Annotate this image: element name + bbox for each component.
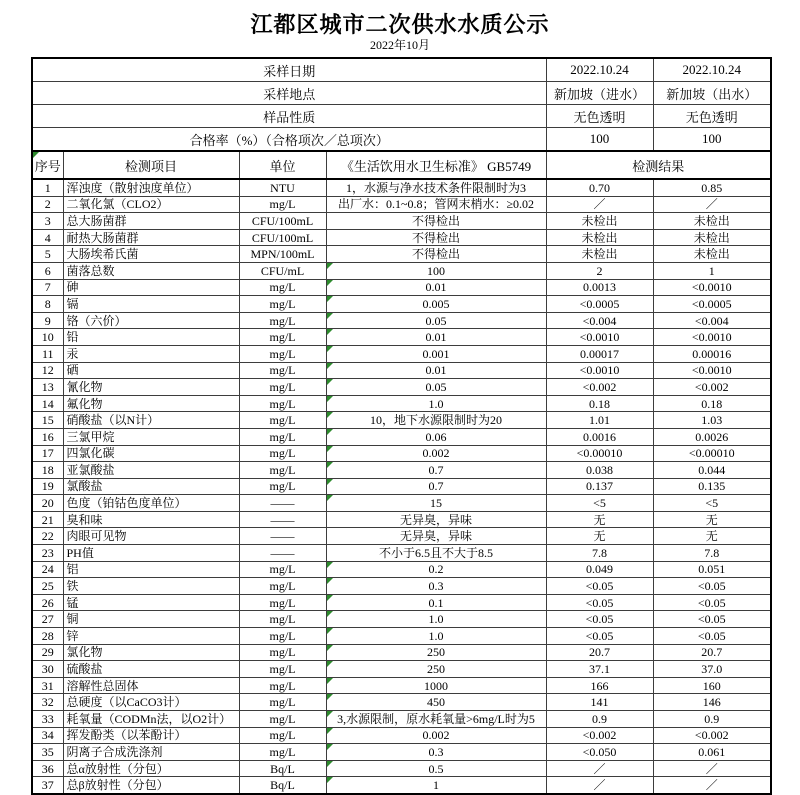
cell-no: 14 xyxy=(32,395,63,412)
cell-no: 24 xyxy=(32,561,63,578)
cell-no: 4 xyxy=(32,229,63,246)
cell-no: 16 xyxy=(32,428,63,445)
cell-no: 5 xyxy=(32,246,63,263)
cell-standard: 250 xyxy=(326,644,546,661)
cell-unit: mg/L xyxy=(239,711,326,728)
table-row xyxy=(32,262,771,279)
cell-unit: mg/L xyxy=(239,412,326,429)
cell-unit: mg/L xyxy=(239,578,326,595)
cell-standard: 1.0 xyxy=(326,628,546,645)
cell-no: 15 xyxy=(32,412,63,429)
cell-standard: 0.3 xyxy=(326,578,546,595)
cell-unit: mg/L xyxy=(239,362,326,379)
cell-standard: 不得检出 xyxy=(326,213,546,230)
cell-unit: mg/L xyxy=(239,428,326,445)
table-row xyxy=(32,760,771,777)
cell-unit: MPN/100mL xyxy=(239,246,326,263)
cell-item: 二氧化氯（CLO2） xyxy=(63,196,239,213)
cell-standard: 0.1 xyxy=(326,594,546,611)
table-row xyxy=(32,279,771,296)
cell-item: 镉 xyxy=(63,296,239,313)
cell-standard: 15 xyxy=(326,495,546,512)
cell-standard: 0.06 xyxy=(326,428,546,445)
cell-unit: mg/L xyxy=(239,296,326,313)
sampling-date-outlet: 2022.10.24 xyxy=(653,58,771,82)
sampling-date-inlet: 2022.10.24 xyxy=(546,58,653,82)
cell-item: 浑浊度（散射浊度单位） xyxy=(63,179,239,196)
cell-item: 铅 xyxy=(63,329,239,346)
cell-result-in: 未检出 xyxy=(546,246,653,263)
cell-item: PH值 xyxy=(63,545,239,562)
cell-unit: mg/L xyxy=(239,462,326,479)
cell-result-out: <0.0005 xyxy=(653,296,771,313)
table-row xyxy=(32,777,771,794)
cell-standard: 0.005 xyxy=(326,296,546,313)
cell-unit: CFU/100mL xyxy=(239,229,326,246)
cell-no: 13 xyxy=(32,379,63,396)
cell-unit: mg/L xyxy=(239,379,326,396)
cell-result-in: 166 xyxy=(546,677,653,694)
cell-unit: mg/L xyxy=(239,312,326,329)
cell-unit: CFU/100mL xyxy=(239,213,326,230)
cell-item: 总β放射性（分包） xyxy=(63,777,239,794)
table-row xyxy=(32,744,771,761)
cell-standard: 100 xyxy=(326,262,546,279)
cell-result-in: <0.05 xyxy=(546,628,653,645)
table-row xyxy=(32,511,771,528)
cell-unit: mg/L xyxy=(239,279,326,296)
cell-result-in: 0.038 xyxy=(546,462,653,479)
cell-no: 34 xyxy=(32,727,63,744)
cell-result-out: ／ xyxy=(653,760,771,777)
cell-result-out: 0.00016 xyxy=(653,345,771,362)
cell-no: 21 xyxy=(32,511,63,528)
cell-standard: 0.002 xyxy=(326,727,546,744)
cell-no: 36 xyxy=(32,760,63,777)
cell-result-out: 0.9 xyxy=(653,711,771,728)
table-row xyxy=(32,711,771,728)
col-header-result: 检测结果 xyxy=(546,151,771,179)
cell-no: 3 xyxy=(32,213,63,230)
table-row xyxy=(32,594,771,611)
cell-unit: mg/L xyxy=(239,329,326,346)
info-label: 样品性质 xyxy=(32,105,546,128)
cell-unit: mg/L xyxy=(239,628,326,645)
cell-item: 氰化物 xyxy=(63,379,239,396)
cell-no: 22 xyxy=(32,528,63,545)
table-row xyxy=(32,179,771,196)
cell-item: 铜 xyxy=(63,611,239,628)
col-header-item: 检测项目 xyxy=(63,151,239,179)
cell-unit: mg/L xyxy=(239,661,326,678)
page-title: 江都区城市二次供水水质公示 xyxy=(250,12,550,37)
table-row xyxy=(32,578,771,595)
cell-item: 溶解性总固体 xyxy=(63,677,239,694)
cell-item: 氯化物 xyxy=(63,644,239,661)
cell-no: 1 xyxy=(32,179,63,196)
cell-item: 氯酸盐 xyxy=(63,478,239,495)
cell-no: 25 xyxy=(32,578,63,595)
cell-item: 硫酸盐 xyxy=(63,661,239,678)
cell-result-in: 2 xyxy=(546,262,653,279)
info-row-pass-rate xyxy=(32,128,771,152)
cell-item: 总α放射性（分包） xyxy=(63,760,239,777)
cell-standard: 0.001 xyxy=(326,345,546,362)
cell-no: 32 xyxy=(32,694,63,711)
cell-unit: —— xyxy=(239,511,326,528)
cell-result-out: <0.0010 xyxy=(653,362,771,379)
cell-result-out: 无 xyxy=(653,511,771,528)
cell-result-out: <5 xyxy=(653,495,771,512)
cell-standard: 0.01 xyxy=(326,362,546,379)
cell-result-in: 0.18 xyxy=(546,395,653,412)
cell-result-out: 未检出 xyxy=(653,213,771,230)
cell-item: 亚氯酸盐 xyxy=(63,462,239,479)
cell-no: 33 xyxy=(32,711,63,728)
cell-result-in: 无 xyxy=(546,511,653,528)
cell-result-in: <0.0010 xyxy=(546,362,653,379)
cell-item: 挥发酚类（以苯酚计） xyxy=(63,727,239,744)
cell-item: 汞 xyxy=(63,345,239,362)
cell-standard: 0.2 xyxy=(326,561,546,578)
cell-no: 2 xyxy=(32,196,63,213)
cell-item: 总大肠菌群 xyxy=(63,213,239,230)
cell-result-in: <0.05 xyxy=(546,611,653,628)
cell-result-in: 20.7 xyxy=(546,644,653,661)
cell-result-out: <0.05 xyxy=(653,628,771,645)
cell-result-out: <0.002 xyxy=(653,727,771,744)
cell-result-out: <0.05 xyxy=(653,594,771,611)
table-row xyxy=(32,345,771,362)
cell-no: 8 xyxy=(32,296,63,313)
cell-result-out: <0.004 xyxy=(653,312,771,329)
info-label: 采样日期 xyxy=(32,58,546,82)
col-header-no: 序号 xyxy=(32,151,63,179)
cell-unit: mg/L xyxy=(239,611,326,628)
cell-item: 肉眼可见物 xyxy=(63,528,239,545)
cell-result-out: 0.0026 xyxy=(653,428,771,445)
cell-standard: 250 xyxy=(326,661,546,678)
cell-standard: 不得检出 xyxy=(326,246,546,263)
table-row xyxy=(32,628,771,645)
cell-result-in: <0.0010 xyxy=(546,329,653,346)
cell-result-in: <0.00010 xyxy=(546,445,653,462)
info-row-sampling-site xyxy=(32,82,771,105)
table-row xyxy=(32,196,771,213)
cell-result-out: 1 xyxy=(653,262,771,279)
cell-result-out: <0.05 xyxy=(653,611,771,628)
cell-result-in: <0.004 xyxy=(546,312,653,329)
cell-result-in: 0.70 xyxy=(546,179,653,196)
cell-no: 37 xyxy=(32,777,63,794)
cell-unit: mg/L xyxy=(239,445,326,462)
table-row xyxy=(32,528,771,545)
cell-unit: CFU/mL xyxy=(239,262,326,279)
cell-result-in: 无 xyxy=(546,528,653,545)
cell-standard: 0.01 xyxy=(326,279,546,296)
cell-no: 18 xyxy=(32,462,63,479)
cell-result-in: <5 xyxy=(546,495,653,512)
cell-result-out: 20.7 xyxy=(653,644,771,661)
cell-result-in: ／ xyxy=(546,196,653,213)
cell-result-in: 7.8 xyxy=(546,545,653,562)
col-header-unit: 单位 xyxy=(239,151,326,179)
cell-standard: 无异臭，异味 xyxy=(326,511,546,528)
info-label: 合格率（%）（合格项次／总项次） xyxy=(32,128,546,152)
info-label: 采样地点 xyxy=(32,82,546,105)
cell-standard: 0.01 xyxy=(326,329,546,346)
cell-result-out: <0.002 xyxy=(653,379,771,396)
pass-rate-outlet: 100 xyxy=(653,128,771,152)
cell-result-out: 未检出 xyxy=(653,229,771,246)
cell-result-in: 0.0013 xyxy=(546,279,653,296)
cell-standard: 0.5 xyxy=(326,760,546,777)
cell-result-out: 160 xyxy=(653,677,771,694)
cell-no: 30 xyxy=(32,661,63,678)
cell-item: 阴离子合成洗涤剂 xyxy=(63,744,239,761)
info-row-sample-nature xyxy=(32,105,771,128)
pass-rate-inlet: 100 xyxy=(546,128,653,152)
cell-result-in: <0.0005 xyxy=(546,296,653,313)
sample-nature-outlet: 无色透明 xyxy=(653,105,771,128)
cell-item: 铁 xyxy=(63,578,239,595)
cell-result-in: ／ xyxy=(546,760,653,777)
cell-result-out: 7.8 xyxy=(653,545,771,562)
cell-unit: Bq/L xyxy=(239,760,326,777)
cell-no: 29 xyxy=(32,644,63,661)
cell-result-in: <0.050 xyxy=(546,744,653,761)
cell-unit: mg/L xyxy=(239,561,326,578)
cell-unit: mg/L xyxy=(239,395,326,412)
cell-result-in: 141 xyxy=(546,694,653,711)
cell-result-out: 0.135 xyxy=(653,478,771,495)
cell-result-in: 0.0016 xyxy=(546,428,653,445)
cell-unit: mg/L xyxy=(239,196,326,213)
table-row xyxy=(32,412,771,429)
cell-standard: 0.05 xyxy=(326,312,546,329)
cell-unit: mg/L xyxy=(239,744,326,761)
cell-result-out: ／ xyxy=(653,777,771,794)
cell-result-in: 0.9 xyxy=(546,711,653,728)
report-month: 2022年10月 xyxy=(369,38,430,52)
cell-result-in: <0.002 xyxy=(546,379,653,396)
table-row xyxy=(32,661,771,678)
cell-standard: 1 xyxy=(326,777,546,794)
cell-no: 7 xyxy=(32,279,63,296)
table-row xyxy=(32,462,771,479)
cell-result-out: 0.061 xyxy=(653,744,771,761)
table-row xyxy=(32,246,771,263)
cell-unit: NTU xyxy=(239,179,326,196)
cell-unit: mg/L xyxy=(239,677,326,694)
cell-no: 28 xyxy=(32,628,63,645)
cell-unit: Bq/L xyxy=(239,777,326,794)
cell-result-out: 无 xyxy=(653,528,771,545)
table-row xyxy=(32,229,771,246)
cell-result-out: 0.051 xyxy=(653,561,771,578)
cell-item: 砷 xyxy=(63,279,239,296)
table-row xyxy=(32,329,771,346)
cell-no: 10 xyxy=(32,329,63,346)
cell-no: 20 xyxy=(32,495,63,512)
cell-result-in: <0.002 xyxy=(546,727,653,744)
cell-result-out: <0.0010 xyxy=(653,329,771,346)
cell-unit: mg/L xyxy=(239,345,326,362)
cell-result-out: 0.18 xyxy=(653,395,771,412)
water-quality-table xyxy=(31,57,772,795)
cell-no: 27 xyxy=(32,611,63,628)
table-row xyxy=(32,362,771,379)
cell-result-out: 146 xyxy=(653,694,771,711)
cell-standard: 出厂水：0.1~0.8；管网末梢水：≥0.02 xyxy=(326,196,546,213)
cell-no: 11 xyxy=(32,345,63,362)
cell-result-out: 37.0 xyxy=(653,661,771,678)
cell-no: 23 xyxy=(32,545,63,562)
sample-nature-inlet: 无色透明 xyxy=(546,105,653,128)
cell-item: 菌落总数 xyxy=(63,262,239,279)
cell-result-out: 1.03 xyxy=(653,412,771,429)
table-row xyxy=(32,644,771,661)
info-row-sampling-date xyxy=(32,58,771,82)
cell-item: 四氯化碳 xyxy=(63,445,239,462)
cell-standard: 10，地下水源限制时为20 xyxy=(326,412,546,429)
table-row xyxy=(32,727,771,744)
table-row xyxy=(32,312,771,329)
table-row xyxy=(32,694,771,711)
data-rows xyxy=(32,179,771,794)
cell-unit: —— xyxy=(239,528,326,545)
cell-item: 耗氧量（CODMn法，以O2计） xyxy=(63,711,239,728)
cell-item: 铬（六价） xyxy=(63,312,239,329)
table-row xyxy=(32,677,771,694)
table-row xyxy=(32,379,771,396)
cell-no: 35 xyxy=(32,744,63,761)
cell-result-in: 0.137 xyxy=(546,478,653,495)
cell-standard: 0.7 xyxy=(326,478,546,495)
cell-unit: mg/L xyxy=(239,478,326,495)
cell-result-in: 未检出 xyxy=(546,213,653,230)
cell-item: 氟化物 xyxy=(63,395,239,412)
table-row xyxy=(32,213,771,230)
cell-no: 12 xyxy=(32,362,63,379)
cell-item: 三氯甲烷 xyxy=(63,428,239,445)
cell-result-in: ／ xyxy=(546,777,653,794)
table-row xyxy=(32,296,771,313)
cell-result-out: 未检出 xyxy=(653,246,771,263)
table-row xyxy=(32,445,771,462)
cell-item: 色度（铂钴色度单位） xyxy=(63,495,239,512)
cell-unit: —— xyxy=(239,495,326,512)
column-header-row xyxy=(32,151,771,179)
cell-standard: 1000 xyxy=(326,677,546,694)
table-row xyxy=(32,611,771,628)
cell-standard: 0.002 xyxy=(326,445,546,462)
cell-standard: 0.05 xyxy=(326,379,546,396)
table-row xyxy=(32,395,771,412)
sampling-site-outlet: 新加坡（出水） xyxy=(653,82,771,105)
cell-standard: 不小于6.5且不大于8.5 xyxy=(326,545,546,562)
cell-item: 硒 xyxy=(63,362,239,379)
cell-item: 总硬度（以CaCO3计） xyxy=(63,694,239,711)
cell-result-out: <0.00010 xyxy=(653,445,771,462)
cell-item: 锌 xyxy=(63,628,239,645)
cell-result-in: <0.05 xyxy=(546,578,653,595)
col-header-standard: 《生活饮用水卫生标准》 GB5749 xyxy=(326,151,546,179)
cell-result-in: 37.1 xyxy=(546,661,653,678)
cell-standard: 无异臭，异味 xyxy=(326,528,546,545)
cell-no: 17 xyxy=(32,445,63,462)
cell-no: 9 xyxy=(32,312,63,329)
cell-unit: —— xyxy=(239,545,326,562)
cell-no: 31 xyxy=(32,677,63,694)
cell-result-in: 0.00017 xyxy=(546,345,653,362)
cell-result-in: 未检出 xyxy=(546,229,653,246)
cell-result-in: 1.01 xyxy=(546,412,653,429)
cell-no: 6 xyxy=(32,262,63,279)
cell-unit: mg/L xyxy=(239,594,326,611)
cell-result-in: 0.049 xyxy=(546,561,653,578)
cell-standard: 1.0 xyxy=(326,611,546,628)
cell-standard: 1.0 xyxy=(326,395,546,412)
cell-unit: mg/L xyxy=(239,694,326,711)
cell-item: 臭和味 xyxy=(63,511,239,528)
cell-result-in: <0.05 xyxy=(546,594,653,611)
cell-unit: mg/L xyxy=(239,727,326,744)
cell-item: 铝 xyxy=(63,561,239,578)
sampling-site-inlet: 新加坡（进水） xyxy=(546,82,653,105)
cell-result-out: <0.0010 xyxy=(653,279,771,296)
cell-item: 锰 xyxy=(63,594,239,611)
cell-result-out: 0.85 xyxy=(653,179,771,196)
table-row xyxy=(32,428,771,445)
cell-unit: mg/L xyxy=(239,644,326,661)
table-row xyxy=(32,545,771,562)
cell-no: 19 xyxy=(32,478,63,495)
cell-item: 大肠埃希氏菌 xyxy=(63,246,239,263)
table-row xyxy=(32,478,771,495)
cell-result-out: ／ xyxy=(653,196,771,213)
cell-no: 26 xyxy=(32,594,63,611)
cell-standard: 3,水源限制，原水耗氧量>6mg/L时为5 xyxy=(326,711,546,728)
table-row xyxy=(32,495,771,512)
cell-standard: 0.3 xyxy=(326,744,546,761)
cell-item: 耐热大肠菌群 xyxy=(63,229,239,246)
cell-result-out: <0.05 xyxy=(653,578,771,595)
cell-standard: 0.7 xyxy=(326,462,546,479)
cell-result-out: 0.044 xyxy=(653,462,771,479)
table-row xyxy=(32,561,771,578)
cell-standard: 450 xyxy=(326,694,546,711)
cell-standard: 不得检出 xyxy=(326,229,546,246)
cell-standard: 1，水源与净水技术条件限制时为3 xyxy=(326,179,546,196)
cell-item: 硝酸盐（以N计） xyxy=(63,412,239,429)
